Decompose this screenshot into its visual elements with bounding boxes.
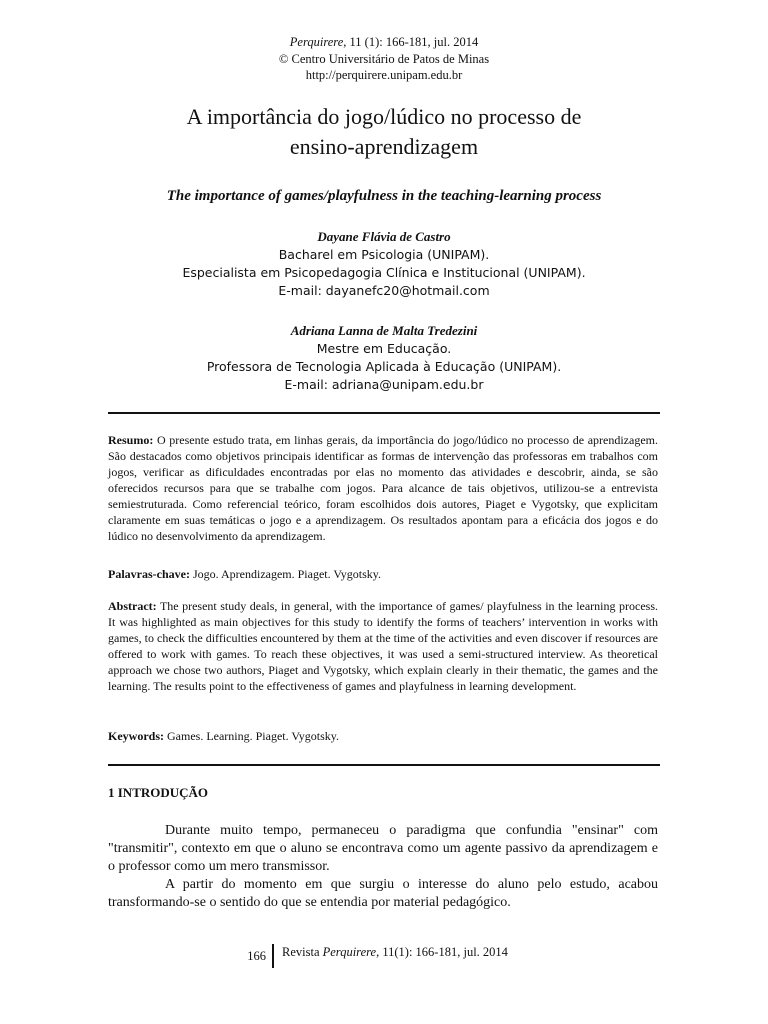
abstract-text: The present study deals, in general, with the importance of games/ playfulness in the learning process. It was highlighted as main objectives for this study to identify the forms of teachers’ intervention in works with games, to check the difficulties encountered by them at the time of the activities and even discover if resources are offered to work with games. To reach these objectives, it was used a semi-structured interview. As theoretical approach we chose two authors, Piaget and Vygotsky, which explain clearly in their thematic, the games and the learning. The results point to the effectiveness of games and playfulness in learning development. — [108, 599, 658, 693]
palavras-chave — [108, 566, 658, 582]
resumo-paragraph — [108, 432, 658, 544]
section-heading: 1 INTRODUÇÃO — [108, 785, 209, 800]
abstract-label: Abstract: — [108, 599, 157, 613]
author-position: Professora de Tecnologia Aplicada à Educação (UNIPAM). — [206, 359, 562, 374]
palavras-chave-label: Palavras-chave: — [108, 567, 190, 581]
journal-issue: , 11 (1): 166-181, jul. 2014 — [343, 35, 479, 49]
author-block-1 — [0, 228, 768, 300]
author-degree: Bacharel em Psicologia (UNIPAM). — [278, 247, 490, 262]
title-line-1: A importância do jogo/lúdico no processo de — [186, 104, 582, 129]
title-line-2: ensino-aprendizagem — [289, 134, 479, 159]
resumo-label: Resumo: — [108, 433, 154, 447]
keywords — [108, 728, 658, 744]
divider-top — [108, 412, 660, 414]
introduction-body — [108, 822, 658, 912]
author-degree: Mestre em Educação. — [316, 341, 452, 356]
english-title: The importance of games/playfulness in the teaching-learning process — [166, 188, 602, 204]
citation-journal: Perquirere — [322, 945, 377, 959]
author-email: E-mail: dayanefc20@hotmail.com — [278, 283, 490, 298]
palavras-chave-text: Jogo. Aprendizagem. Piaget. Vygotsky. — [189, 567, 381, 581]
citation-rest: , 11(1): 166-181, jul. 2014 — [376, 945, 508, 959]
author-email: E-mail: adriana@unipam.edu.br — [284, 377, 484, 392]
divider-bottom — [108, 764, 660, 766]
body-paragraph: Durante muito tempo, permaneceu o paradigma que confundia "ensinar" com "transmitir", contexto em que o aluno se encontrava como um agente passivo da aprendizagem e o professor como um mero transmissor. — [108, 823, 658, 874]
footer-separator — [272, 944, 274, 968]
author-name: Adriana Lanna de Malta Tredezini — [290, 323, 478, 338]
journal-url: http://perquirere.unipam.edu.br — [305, 68, 463, 82]
institution-line: © Centro Universitário de Patos de Minas — [278, 52, 490, 66]
journal-header — [0, 34, 768, 50]
author-name: Dayane Flávia de Castro — [317, 229, 451, 244]
journal-name: Perquirere — [289, 35, 344, 49]
citation-prefix: Revista — [282, 945, 323, 959]
article-title — [0, 102, 768, 162]
footer-citation — [282, 944, 508, 960]
keywords-label: Keywords: — [108, 729, 164, 743]
abstract-paragraph — [108, 598, 658, 694]
body-paragraph: A partir do momento em que surgiu o interesse do aluno pelo estudo, acabou transformando-se o sentido do que se entendia por material pedagógico. — [108, 877, 658, 910]
resumo-text: O presente estudo trata, em linhas gerais, da importância do jogo/lúdico no processo de aprendizagem. São destacados como objetivos principais identificar as formas de intervenção das professoras em trabalhos com jogos, verificar as dificuldades encontradas por elas no momento das atividades e descobrir, ainda, se são oferecidos recursos para que se trabalhe com jogos. Para alcance de tais objetivos, utilizou-se a entrevista semiestruturada. Como referencial teórico, foram escolhidos dois autores, Piaget e Vygotsky, que explicitam claramente em suas temáticas o jogo e a aprendizagem. Os resultados apontam para a eficácia dos jogos e do lúdico no desenvolvimento da aprendizagem. — [108, 433, 658, 543]
page-number: 166 — [247, 949, 266, 963]
author-specialization: Especialista em Psicopedagogia Clínica e Institucional (UNIPAM). — [182, 265, 586, 280]
author-block-2 — [0, 322, 768, 394]
keywords-text: Games. Learning. Piaget. Vygotsky. — [164, 729, 339, 743]
